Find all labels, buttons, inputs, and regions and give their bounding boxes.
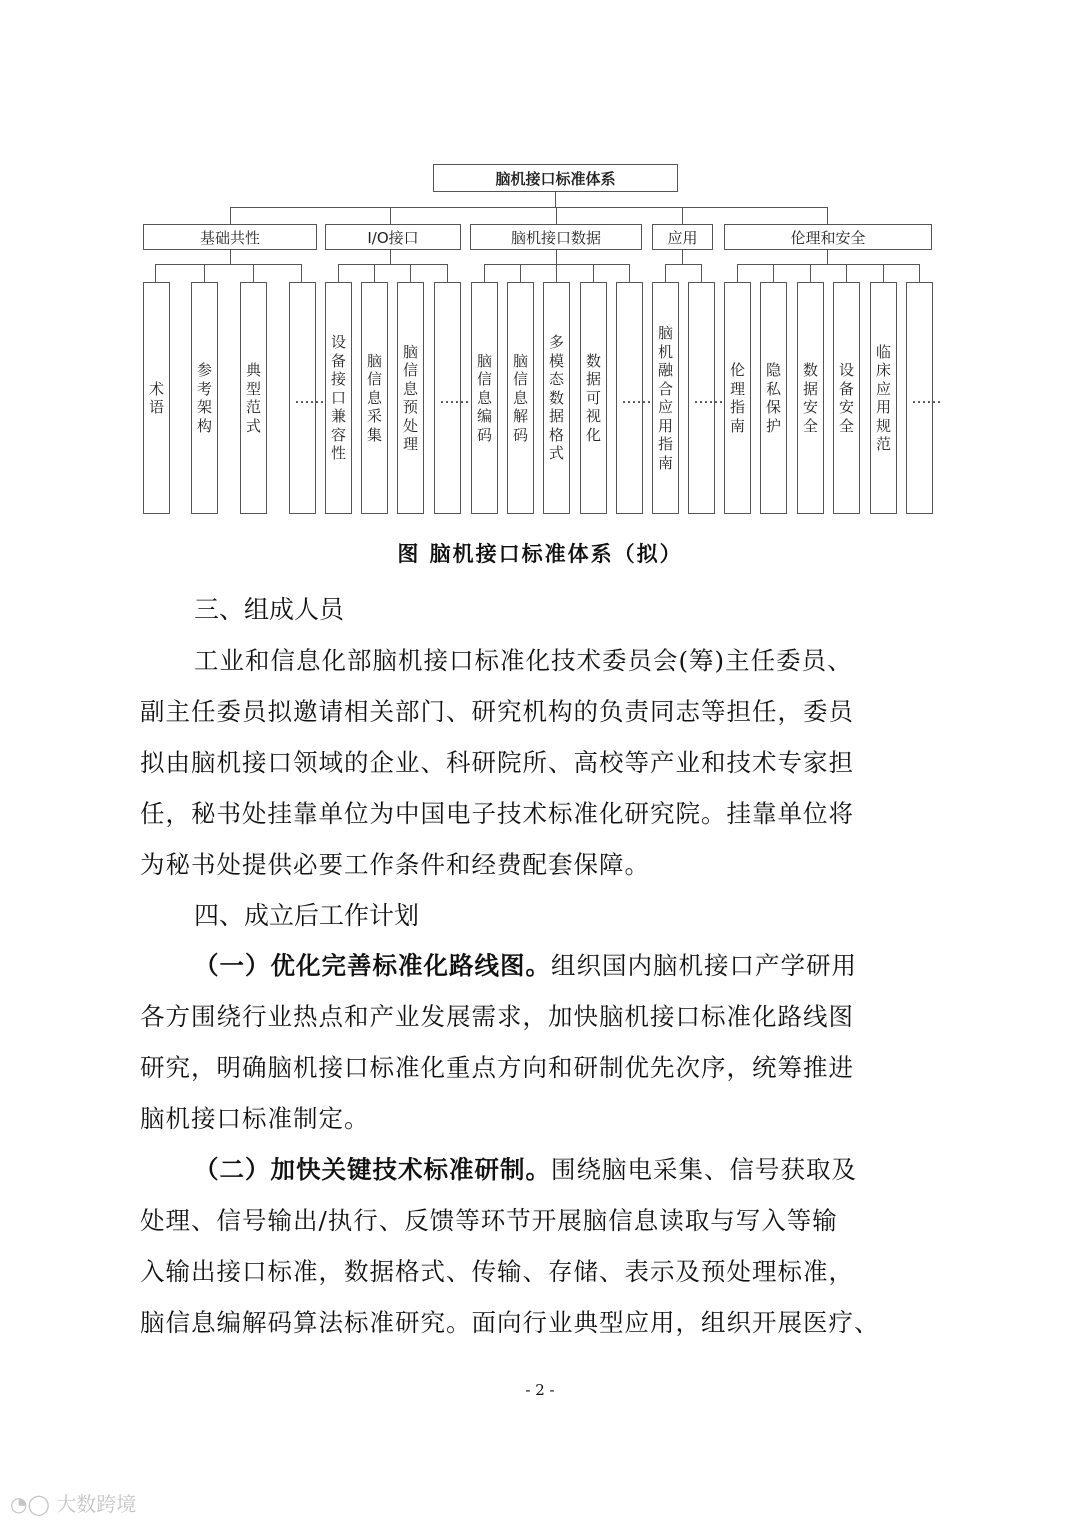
connector <box>484 264 485 282</box>
leaf-box: 设备接口兼容性 <box>325 282 352 514</box>
leaf-box: …… <box>906 282 933 514</box>
leaf-box: 设备安全 <box>833 282 860 514</box>
connector <box>556 207 557 224</box>
leaf-box: …… <box>616 282 643 514</box>
connector <box>665 264 702 265</box>
page-number: - 2 - <box>525 1381 555 1399</box>
leaf-box: 数据可视化 <box>580 282 607 514</box>
connector <box>773 264 774 282</box>
connector <box>919 264 920 282</box>
leaf-box: 脑信息解码 <box>507 282 534 514</box>
leaf-box: 参考架构 <box>191 282 218 514</box>
watermark-text: 大数跨境 <box>56 1492 137 1516</box>
paragraph-line <box>194 947 994 982</box>
connector <box>827 207 828 224</box>
connector <box>827 250 828 264</box>
connector <box>230 207 231 224</box>
connector <box>810 264 811 282</box>
paragraph-line: 入输出接口标准，数据格式、传输、存储、表示及预处理标准， <box>140 1257 854 1286</box>
connector <box>846 264 847 282</box>
paragraph-line: 任，秘书处挂靠单位为中国电子技术标准化研究院。挂靠单位将 <box>140 799 854 828</box>
category-box-ethics: 伦理和安全 <box>724 224 932 250</box>
connector <box>737 264 738 282</box>
connector <box>593 264 594 282</box>
leaf-box: 脑信息预处理 <box>397 282 424 514</box>
connector <box>701 264 702 282</box>
leaf-box: …… <box>434 282 461 514</box>
category-box-basic: 基础共性 <box>143 224 317 250</box>
paragraph-line: 脑信息编解码算法标准研究。面向行业典型应用，组织开展医疗、 <box>140 1308 880 1337</box>
connector <box>390 250 391 264</box>
paragraph-line: 处理、信号输出/执行、反馈等环节开展脑信息读取与写入等输 <box>140 1206 838 1235</box>
connector <box>204 264 205 282</box>
paragraph-line: 各方围绕行业热点和产业发展需求，加快脑机接口标准化路线图 <box>140 1002 854 1031</box>
watermark-logo-icon: ◔◯ <box>10 1492 50 1516</box>
paragraph-text: 组织国内脑机接口产学研用 <box>551 951 857 980</box>
category-box-io: I/O接口 <box>325 224 461 250</box>
connector <box>155 264 156 282</box>
item-title: （一）优化完善标准化路线图。 <box>194 951 551 980</box>
connector <box>682 207 683 224</box>
leaf-box: 脑信息编码 <box>471 282 498 514</box>
connector <box>230 207 828 208</box>
connector <box>155 264 301 265</box>
leaf-box: 术语 <box>143 282 170 514</box>
diagram-root-box: 脑机接口标准体系 <box>433 164 678 192</box>
connector <box>682 250 683 264</box>
connector <box>338 264 339 282</box>
connector <box>338 264 447 265</box>
paragraph-line <box>194 1151 994 1186</box>
leaf-box: 伦理指南 <box>724 282 751 514</box>
item-title: （二）加快关键技术标准研制。 <box>194 1155 551 1184</box>
paragraph-text: 围绕脑电采集、信号获取及 <box>551 1155 857 1184</box>
paragraph-line: 为秘书处提供必要工作条件和经费配套保障。 <box>140 850 650 879</box>
leaf-box: 脑机融合应用指南 <box>652 282 679 514</box>
paragraph-line: 研究，明确脑机接口标准化重点方向和研制优先次序，统筹推进 <box>140 1053 854 1082</box>
paragraph-line: 副主任委员拟邀请相关部门、研究机构的负责同志等担任，委员 <box>140 697 854 726</box>
category-box-application: 应用 <box>652 224 713 250</box>
connector <box>301 264 302 282</box>
connector <box>555 192 556 207</box>
leaf-box: …… <box>688 282 715 514</box>
leaf-box: 典型范式 <box>240 282 267 514</box>
paragraph-line: 拟由脑机接口领域的企业、科研院所、高校等产业和技术专家担 <box>140 748 854 777</box>
watermark <box>10 1488 136 1517</box>
connector <box>230 250 231 264</box>
figure-caption: 图 脑机接口标准体系（拟） <box>397 542 683 566</box>
connector <box>665 264 666 282</box>
leaf-box: 多模态数据格式 <box>543 282 570 514</box>
connector <box>556 250 557 264</box>
connector <box>374 264 375 282</box>
connector <box>390 207 391 224</box>
leaf-box: 数据安全 <box>797 282 824 514</box>
connector <box>629 264 630 282</box>
paragraph-line: 脑机接口标准制定。 <box>140 1104 370 1133</box>
section-heading-3: 三、组成人员 <box>194 595 345 624</box>
connector <box>447 264 448 282</box>
leaf-box: 隐私保护 <box>760 282 787 514</box>
leaf-box: …… <box>289 282 316 514</box>
section-heading-4: 四、成立后工作计划 <box>194 901 420 930</box>
connector <box>520 264 521 282</box>
connector <box>556 264 557 282</box>
connector <box>883 264 884 282</box>
connector <box>737 264 919 265</box>
connector <box>253 264 254 282</box>
connector <box>410 264 411 282</box>
category-box-data: 脑机接口数据 <box>470 224 642 250</box>
paragraph-line: 工业和信息化部脑机接口标准化技术委员会(筹)主任委员、 <box>194 646 853 675</box>
leaf-box: 脑信息采集 <box>361 282 388 514</box>
leaf-box: 临床应用规范 <box>870 282 897 514</box>
